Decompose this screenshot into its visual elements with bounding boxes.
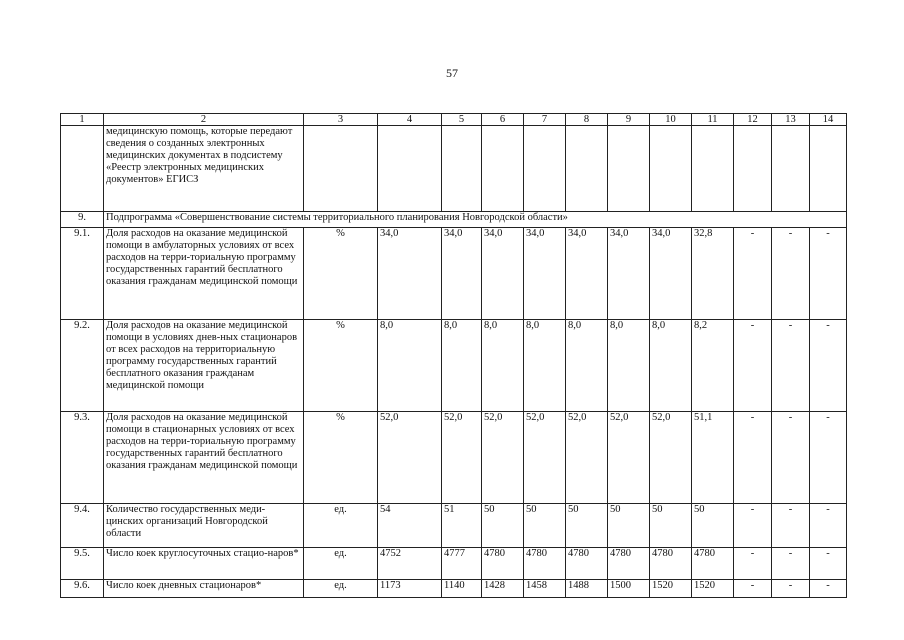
value-cell: 52,0 xyxy=(482,412,524,504)
indicator-name: медицинскую помощь, которые передают сведения о созданных электронных медицинских документах в подсистему «Реестр электронных медицинских документов» ЕГИСЗ xyxy=(104,126,304,212)
empty-cell xyxy=(378,126,442,212)
empty-cell xyxy=(482,126,524,212)
row-number: 9.2. xyxy=(61,320,104,412)
dash-cell: - xyxy=(810,412,847,504)
dash-cell: - xyxy=(734,548,772,580)
value-cell: 32,8 xyxy=(692,228,734,320)
empty-cell xyxy=(608,126,650,212)
value-cell: 52,0 xyxy=(378,412,442,504)
row-number: 9.1. xyxy=(61,228,104,320)
value-cell: 8,0 xyxy=(524,320,566,412)
value-cell: 4777 xyxy=(442,548,482,580)
empty-cell xyxy=(442,126,482,212)
value-cell: 50 xyxy=(566,504,608,548)
header-row xyxy=(61,114,847,126)
value-cell: 4780 xyxy=(650,548,692,580)
value-cell: 34,0 xyxy=(482,228,524,320)
row-number: 9.4. xyxy=(61,504,104,548)
header-cell: 4 xyxy=(378,114,442,126)
dash-cell: - xyxy=(772,504,810,548)
value-cell: 1173 xyxy=(378,580,442,598)
value-cell: 50 xyxy=(524,504,566,548)
value-cell: 8,0 xyxy=(566,320,608,412)
value-cell: 1500 xyxy=(608,580,650,598)
value-cell: 4780 xyxy=(482,548,524,580)
value-cell: 8,0 xyxy=(482,320,524,412)
row-number: 9.3. xyxy=(61,412,104,504)
value-cell: 52,0 xyxy=(442,412,482,504)
value-cell: 54 xyxy=(378,504,442,548)
value-cell: 1458 xyxy=(524,580,566,598)
header-cell: 10 xyxy=(650,114,692,126)
data-rows xyxy=(61,228,847,598)
empty-cell xyxy=(692,126,734,212)
header-cell: 7 xyxy=(524,114,566,126)
unit-cell: ед. xyxy=(304,504,378,548)
table-row xyxy=(61,504,847,548)
header-cell: 13 xyxy=(772,114,810,126)
empty-cell xyxy=(524,126,566,212)
header-cell: 1 xyxy=(61,114,104,126)
indicator-name: Доля расходов на оказание медицинской помощи в амбулаторных условиях от всех расходов на терри-ториальную программу государственных гарантий бесплатного оказания гражданам медицинской помощи xyxy=(104,228,304,320)
value-cell: 1520 xyxy=(650,580,692,598)
header-cell: 14 xyxy=(810,114,847,126)
value-cell: 34,0 xyxy=(650,228,692,320)
dash-cell: - xyxy=(810,228,847,320)
header-cell: 8 xyxy=(566,114,608,126)
row-number xyxy=(61,126,104,212)
subprogram-title: Подпрограмма «Совершенствование системы территориального планирования Новгородской области» xyxy=(104,212,847,228)
table-row xyxy=(61,412,847,504)
empty-cell xyxy=(734,126,772,212)
header-cell: 11 xyxy=(692,114,734,126)
table-row xyxy=(61,548,847,580)
value-cell: 50 xyxy=(650,504,692,548)
value-cell: 34,0 xyxy=(608,228,650,320)
value-cell: 34,0 xyxy=(524,228,566,320)
indicator-name: Доля расходов на оказание медицинской помощи в условиях днев-ных стационаров от всех расходов на территориальную программу государственных гарантий бесплатного оказания гражданам медицинской помощи xyxy=(104,320,304,412)
dash-cell: - xyxy=(810,504,847,548)
row-number: 9.5. xyxy=(61,548,104,580)
value-cell: 52,0 xyxy=(524,412,566,504)
value-cell: 1488 xyxy=(566,580,608,598)
value-cell: 1428 xyxy=(482,580,524,598)
header-cell: 3 xyxy=(304,114,378,126)
dash-cell: - xyxy=(772,412,810,504)
unit-cell: % xyxy=(304,320,378,412)
value-cell: 8,0 xyxy=(650,320,692,412)
header-cell: 2 xyxy=(104,114,304,126)
dash-cell: - xyxy=(810,320,847,412)
value-cell: 8,2 xyxy=(692,320,734,412)
value-cell: 51 xyxy=(442,504,482,548)
value-cell: 34,0 xyxy=(442,228,482,320)
subprogram-row xyxy=(61,212,847,228)
dash-cell: - xyxy=(734,580,772,598)
row-number: 9.6. xyxy=(61,580,104,598)
empty-cell xyxy=(650,126,692,212)
empty-cell xyxy=(810,126,847,212)
value-cell: 1140 xyxy=(442,580,482,598)
header-cell: 12 xyxy=(734,114,772,126)
value-cell: 34,0 xyxy=(378,228,442,320)
value-cell: 50 xyxy=(692,504,734,548)
indicator-name: Количество государственных меди-цинских организаций Новгородской области xyxy=(104,504,304,548)
value-cell: 50 xyxy=(482,504,524,548)
dash-cell: - xyxy=(734,228,772,320)
empty-cell xyxy=(566,126,608,212)
value-cell: 52,0 xyxy=(566,412,608,504)
dash-cell: - xyxy=(734,504,772,548)
dash-cell: - xyxy=(772,580,810,598)
row-number: 9. xyxy=(61,212,104,228)
dash-cell: - xyxy=(734,412,772,504)
dash-cell: - xyxy=(810,580,847,598)
indicator-name: Число коек круглосуточных стацио-наров* xyxy=(104,548,304,580)
header-cell: 6 xyxy=(482,114,524,126)
value-cell: 4780 xyxy=(608,548,650,580)
unit-cell: ед. xyxy=(304,580,378,598)
empty-cell xyxy=(304,126,378,212)
value-cell: 4752 xyxy=(378,548,442,580)
table-row xyxy=(61,228,847,320)
value-cell: 4780 xyxy=(524,548,566,580)
header-cell: 5 xyxy=(442,114,482,126)
table-header xyxy=(61,114,847,126)
indicator-table xyxy=(60,113,847,598)
indicator-name: Число коек дневных стационаров* xyxy=(104,580,304,598)
unit-cell: % xyxy=(304,228,378,320)
value-cell: 52,0 xyxy=(608,412,650,504)
table-row xyxy=(61,320,847,412)
dash-cell: - xyxy=(810,548,847,580)
dash-cell: - xyxy=(772,320,810,412)
dash-cell: - xyxy=(734,320,772,412)
header-cell: 9 xyxy=(608,114,650,126)
empty-cell xyxy=(772,126,810,212)
value-cell: 34,0 xyxy=(566,228,608,320)
unit-cell: % xyxy=(304,412,378,504)
dash-cell: - xyxy=(772,228,810,320)
value-cell: 51,1 xyxy=(692,412,734,504)
indicator-name: Доля расходов на оказание медицинской помощи в стационарных условиях от всех расходов на терри-ториальную программу государственных гарантий бесплатного оказания гражданам медицинской помощи xyxy=(104,412,304,504)
continuation-row xyxy=(61,126,847,212)
value-cell: 8,0 xyxy=(378,320,442,412)
dash-cell: - xyxy=(772,548,810,580)
unit-cell: ед. xyxy=(304,548,378,580)
value-cell: 4780 xyxy=(566,548,608,580)
table-row xyxy=(61,580,847,598)
page-number: 57 xyxy=(446,66,458,80)
value-cell: 8,0 xyxy=(608,320,650,412)
value-cell: 4780 xyxy=(692,548,734,580)
value-cell: 52,0 xyxy=(650,412,692,504)
value-cell: 1520 xyxy=(692,580,734,598)
value-cell: 8,0 xyxy=(442,320,482,412)
value-cell: 50 xyxy=(608,504,650,548)
